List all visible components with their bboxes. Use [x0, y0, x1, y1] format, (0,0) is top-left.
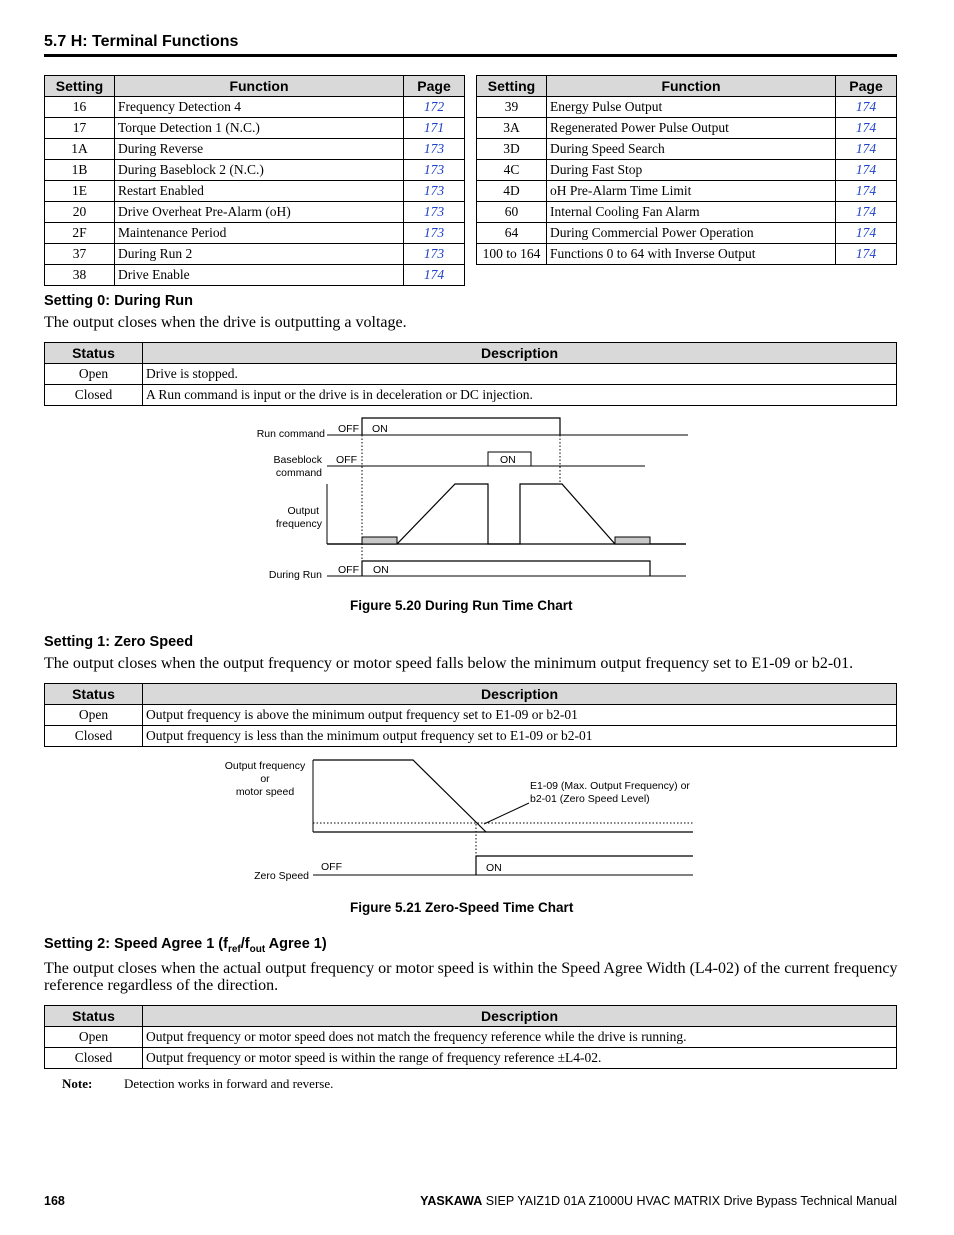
table-row	[45, 181, 465, 202]
function-cell: Frequency Detection 4	[115, 97, 404, 118]
table-row	[477, 160, 897, 181]
figure-5-20-caption: Figure 5.20 During Run Time Chart	[350, 598, 573, 613]
setting0-text: The output closes when the drive is outputting a voltage.	[44, 314, 407, 331]
output-frequency-waveform	[327, 484, 686, 544]
table-row	[45, 160, 465, 181]
setting2-heading	[44, 936, 327, 955]
settings-table-right	[476, 75, 897, 265]
table-row	[477, 202, 897, 223]
run-command-on: ON	[372, 423, 388, 435]
table-row	[477, 244, 897, 265]
status-cell: Open	[45, 1027, 143, 1048]
col-header-function: Function	[547, 76, 836, 97]
heading-part-2: /f	[240, 936, 250, 952]
heading-part-3: Agree 1)	[265, 936, 327, 952]
col-header-description: Description	[143, 1006, 897, 1027]
page-link[interactable]: 174	[836, 202, 897, 223]
page-link[interactable]: 172	[404, 97, 465, 118]
label-during-run: During Run	[268, 569, 322, 581]
description-cell: Output frequency is above the minimum output frequency set to E1-09 or b2-01	[143, 705, 897, 726]
table-row	[477, 223, 897, 244]
col-header-setting: Setting	[477, 76, 547, 97]
label-zero-speed: Zero Speed	[254, 870, 309, 882]
status-cell: Open	[45, 364, 143, 385]
table-row	[45, 139, 465, 160]
setting-cell: 3D	[477, 139, 547, 160]
setting1-status-table	[44, 683, 897, 747]
function-cell: Internal Cooling Fan Alarm	[547, 202, 836, 223]
label-run-command: Run command	[256, 428, 325, 440]
table-row	[477, 118, 897, 139]
page-link[interactable]: 173	[404, 139, 465, 160]
label-output: Output	[287, 505, 319, 517]
section-title: 5.7 H: Terminal Functions	[44, 33, 239, 50]
setting1-heading: Setting 1: Zero Speed	[44, 634, 194, 650]
function-cell: Maintenance Period	[115, 223, 404, 244]
col-header-description: Description	[143, 343, 897, 364]
label-baseblock-command: command	[275, 467, 322, 479]
title-rule	[44, 54, 897, 57]
table-row	[477, 139, 897, 160]
table-row	[45, 726, 897, 747]
setting-cell: 60	[477, 202, 547, 223]
heading-part-1: Setting 2: Speed Agree 1 (f	[44, 936, 228, 952]
status-cell: Closed	[45, 385, 143, 406]
function-cell: During Reverse	[115, 139, 404, 160]
col-header-status: Status	[45, 343, 143, 364]
page-link[interactable]: 174	[836, 139, 897, 160]
status-cell: Open	[45, 705, 143, 726]
description-cell: Output frequency is less than the minimum output frequency set to E1-09 or b2-01	[143, 726, 897, 747]
table-row	[45, 385, 897, 406]
annotation-leader	[484, 803, 529, 824]
page-link[interactable]: 174	[836, 97, 897, 118]
table-row	[45, 118, 465, 139]
table-row	[45, 364, 897, 385]
during-run-time-chart	[0, 410, 954, 595]
function-cell: During Fast Stop	[547, 160, 836, 181]
table-row	[45, 244, 465, 265]
function-cell: During Speed Search	[547, 139, 836, 160]
function-cell: Restart Enabled	[115, 181, 404, 202]
setting-cell: 17	[45, 118, 115, 139]
dc-injection-start-block	[362, 537, 397, 544]
setting-cell: 1E	[45, 181, 115, 202]
description-cell: A Run command is input or the drive is in deceleration or DC injection.	[143, 385, 897, 406]
function-cell: Drive Enable	[115, 265, 404, 286]
setting-cell: 38	[45, 265, 115, 286]
function-cell: Drive Overheat Pre-Alarm (oH)	[115, 202, 404, 223]
page-link[interactable]: 173	[404, 223, 465, 244]
label-output-frequency: Output frequency	[224, 760, 306, 772]
table-row	[45, 265, 465, 286]
table-row	[45, 1027, 897, 1048]
note-text: Detection works in forward and reverse.	[124, 1076, 334, 1091]
annotation-e1-09: E1-09 (Max. Output Frequency) or	[530, 780, 690, 792]
table-row	[45, 97, 465, 118]
table-row	[45, 1048, 897, 1069]
note-label: Note:	[62, 1076, 93, 1091]
col-header-page: Page	[404, 76, 465, 97]
function-cell: During Baseblock 2 (N.C.)	[115, 160, 404, 181]
baseblock-on: ON	[500, 454, 516, 466]
setting-cell: 16	[45, 97, 115, 118]
col-header-description: Description	[143, 684, 897, 705]
setting-cell: 2F	[45, 223, 115, 244]
function-cell: Functions 0 to 64 with Inverse Output	[547, 244, 836, 265]
description-cell: Output frequency or motor speed does not match the frequency reference while the drive is running.	[143, 1027, 897, 1048]
col-header-setting: Setting	[45, 76, 115, 97]
function-cell: oH Pre-Alarm Time Limit	[547, 181, 836, 202]
col-header-function: Function	[115, 76, 404, 97]
setting2-text: The output closes when the actual output frequency or motor speed is within the Speed Agree Width (L4-02) of the current frequency reference regardless of the direction.	[44, 960, 898, 994]
function-cell: During Run 2	[115, 244, 404, 265]
setting-cell: 4C	[477, 160, 547, 181]
page-link[interactable]: 174	[836, 244, 897, 265]
during-run-on: ON	[373, 564, 389, 576]
function-cell: Torque Detection 1 (N.C.)	[115, 118, 404, 139]
page-link[interactable]: 173	[404, 244, 465, 265]
page-link[interactable]: 174	[836, 118, 897, 139]
setting0-heading: Setting 0: During Run	[44, 293, 194, 309]
during-run-pulse	[362, 561, 650, 576]
col-header-status: Status	[45, 1006, 143, 1027]
setting-cell: 100 to 164	[477, 244, 547, 265]
function-cell: Regenerated Power Pulse Output	[547, 118, 836, 139]
setting1-text: The output closes when the output frequency or motor speed falls below the minimum output frequency set to E1-09 or b2-01.	[44, 655, 854, 672]
footer-manual-title	[420, 1194, 897, 1208]
status-cell: Closed	[45, 726, 143, 747]
label-output-frequency: frequency	[275, 518, 322, 530]
setting-cell: 37	[45, 244, 115, 265]
page-link[interactable]: 174	[836, 223, 897, 244]
label-baseblock: Baseblock	[273, 454, 322, 466]
setting-cell: 1B	[45, 160, 115, 181]
description-cell: Output frequency or motor speed is within the range of frequency reference ±L4-02.	[143, 1048, 897, 1069]
during-run-off: OFF	[338, 564, 359, 576]
function-cell: During Commercial Power Operation	[547, 223, 836, 244]
status-cell: Closed	[45, 1048, 143, 1069]
function-cell: Energy Pulse Output	[547, 97, 836, 118]
frequency-decel-curve	[313, 760, 486, 832]
footer-brand: YASKAWA	[420, 1194, 483, 1208]
label-motor-speed: motor speed	[235, 786, 295, 798]
baseblock-off: OFF	[336, 454, 357, 466]
description-cell: Drive is stopped.	[143, 364, 897, 385]
zero-speed-on: ON	[486, 862, 502, 874]
col-header-page: Page	[836, 76, 897, 97]
label-or: or	[260, 773, 270, 785]
page-link[interactable]: 171	[404, 118, 465, 139]
page-link[interactable]: 173	[404, 160, 465, 181]
page-link[interactable]: 173	[404, 181, 465, 202]
table-row	[45, 705, 897, 726]
figure-5-21-caption: Figure 5.21 Zero-Speed Time Chart	[350, 900, 574, 915]
setting-cell: 4D	[477, 181, 547, 202]
table-row	[477, 181, 897, 202]
heading-subscript-out: out	[249, 943, 266, 955]
page-link[interactable]: 173	[404, 202, 465, 223]
run-command-pulse	[362, 418, 560, 435]
heading-subscript-ref: ref	[227, 943, 241, 955]
page-link[interactable]: 174	[404, 265, 465, 286]
page-number: 168	[44, 1194, 65, 1208]
table-row	[45, 223, 465, 244]
table-row	[45, 202, 465, 223]
zero-speed-pulse	[476, 856, 693, 875]
setting0-status-table	[44, 342, 897, 406]
dc-injection-end-block	[615, 537, 650, 544]
setting-cell: 39	[477, 97, 547, 118]
setting2-status-table	[44, 1005, 897, 1069]
page-link[interactable]: 174	[836, 181, 897, 202]
zero-speed-off: OFF	[321, 861, 342, 873]
run-command-off: OFF	[338, 423, 359, 435]
table-row	[477, 97, 897, 118]
zero-speed-time-chart	[0, 752, 954, 892]
annotation-b2-01: b2-01 (Zero Speed Level)	[530, 793, 650, 805]
setting-cell: 1A	[45, 139, 115, 160]
setting-cell: 64	[477, 223, 547, 244]
page-link[interactable]: 174	[836, 160, 897, 181]
footer-manual-name: SIEP YAIZ1D 01A Z1000U HVAC MATRIX Drive Bypass Technical Manual	[482, 1194, 897, 1208]
setting-cell: 3A	[477, 118, 547, 139]
col-header-status: Status	[45, 684, 143, 705]
setting-cell: 20	[45, 202, 115, 223]
settings-table-left	[44, 75, 465, 286]
